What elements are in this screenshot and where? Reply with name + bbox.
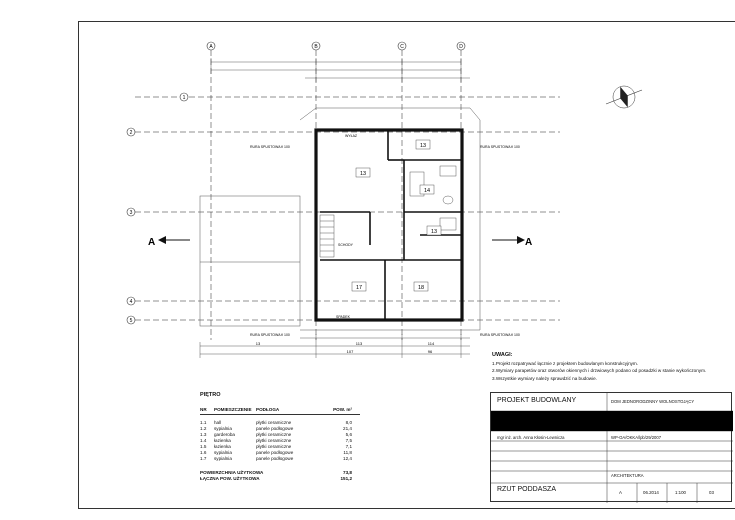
drawing-title: RZUT PODDASZA bbox=[497, 486, 556, 493]
cell-area: 11,8 bbox=[343, 449, 352, 455]
cell-floor: płytki ceramiczne bbox=[256, 443, 292, 449]
dimension-3: 114 bbox=[427, 341, 435, 346]
date: 06.2014 bbox=[643, 490, 659, 495]
stairs-label: SCHODY bbox=[338, 243, 353, 247]
header-room: POMIESZCZENIE bbox=[214, 406, 252, 412]
section-label-right: A bbox=[525, 237, 533, 248]
cell-area: 8,0 bbox=[345, 419, 352, 425]
room-schedule-title: PIĘTRO bbox=[200, 392, 221, 398]
downpipe-label-ne: RURA SPUSTOWA fi 100 bbox=[480, 145, 520, 149]
notes-title: UWAGI: bbox=[492, 352, 513, 358]
grid-label-1: 1 bbox=[182, 95, 186, 101]
cell-nr: 1.4 bbox=[200, 437, 207, 443]
title-block bbox=[490, 392, 732, 502]
grid-label-c: C bbox=[400, 44, 404, 50]
dimension-lines-top bbox=[211, 58, 470, 82]
roof-outline bbox=[200, 108, 480, 330]
room-number-17: 17 bbox=[355, 285, 363, 291]
project-type: PROJEKT BUDOWLANY bbox=[497, 397, 577, 404]
note-3: 3.Wszystkie wymiary należy sprawdzić na budowie. bbox=[492, 375, 597, 381]
table-row bbox=[200, 419, 360, 425]
room-schedule-header bbox=[200, 406, 360, 415]
section-label-left: A bbox=[148, 237, 156, 248]
revision: A bbox=[619, 490, 622, 495]
table-row bbox=[200, 437, 360, 443]
area-summary bbox=[200, 469, 360, 481]
usable-area-label: POWIERZCHNIA UŻYTKOWA bbox=[200, 469, 264, 475]
cell-floor: panele podłogowe bbox=[256, 455, 294, 461]
note-1: 1.Projekt rozpatrywać łącznie z projektem budowlanym konstrukcyjnym. bbox=[492, 360, 639, 366]
cell-floor: płytki ceramiczne bbox=[256, 437, 292, 443]
table-row bbox=[200, 455, 360, 461]
dimension-2: 113 bbox=[355, 341, 363, 346]
spadek-label: SPADEK bbox=[336, 315, 350, 319]
sheet-number: 03 bbox=[709, 490, 714, 495]
bathroom-fixtures bbox=[410, 166, 456, 230]
wylaz-label: WYŁAZ bbox=[345, 134, 358, 138]
grid-label-4: 4 bbox=[129, 299, 133, 305]
designer: mgr inż. arch. Anna Kłosin-Lewnicza bbox=[497, 435, 565, 440]
cell-nr: 1.7 bbox=[200, 455, 207, 461]
inner-walls bbox=[320, 131, 462, 320]
cell-room: garderoba bbox=[214, 431, 235, 437]
header-nr: NR bbox=[200, 406, 207, 412]
room-number-13b: 13 bbox=[430, 229, 438, 235]
project-number: WP-OA/OKKA/lpb/29/2007 bbox=[611, 435, 662, 440]
grid-label-5: 5 bbox=[129, 318, 133, 324]
dimension-5: 96 bbox=[427, 349, 433, 354]
room-number-18: 18 bbox=[417, 285, 425, 291]
grid-label-a: A bbox=[209, 44, 213, 50]
dimension-1: 13 bbox=[255, 341, 261, 346]
north-arrow-icon bbox=[606, 85, 642, 108]
room-number-13c: 13 bbox=[359, 171, 367, 177]
grid-label-2: 2 bbox=[129, 130, 133, 136]
notes-block bbox=[492, 352, 732, 382]
downpipe-label-sw: RURA SPUSTOWA fi 100 bbox=[250, 333, 290, 337]
cell-area: 7,1 bbox=[345, 443, 352, 449]
cell-area: 21,4 bbox=[343, 425, 352, 431]
cell-room: sypialnia bbox=[214, 449, 232, 455]
downpipe-label-se: RURA SPUSTOWA fi 100 bbox=[480, 333, 520, 337]
cell-floor: płytki ceramiczne bbox=[256, 431, 292, 437]
table-row bbox=[200, 431, 360, 437]
header-area: POW. m² bbox=[333, 406, 352, 412]
grid-label-3: 3 bbox=[129, 210, 133, 216]
cell-room: łazienka bbox=[214, 437, 231, 443]
cell-floor: panele podłogowe bbox=[256, 449, 294, 455]
dimension-lines-bottom bbox=[200, 334, 470, 358]
cell-area: 12,4 bbox=[343, 455, 352, 461]
scale: 1:100 bbox=[675, 490, 686, 495]
cell-nr: 1.6 bbox=[200, 449, 207, 455]
cell-area: 7,5 bbox=[345, 437, 352, 443]
room-number-14: 14 bbox=[423, 188, 431, 194]
total-area-label: ŁĄCZNA POW. UŻYTKOWA bbox=[200, 475, 260, 481]
table-row bbox=[200, 425, 360, 431]
cell-room: łazienka bbox=[214, 443, 231, 449]
table-row bbox=[200, 449, 360, 455]
cell-nr: 1.5 bbox=[200, 443, 207, 449]
header-floor: PODŁOGA bbox=[256, 406, 280, 412]
cell-nr: 1.3 bbox=[200, 431, 207, 437]
grid-label-b: B bbox=[314, 44, 318, 50]
cell-nr: 1.1 bbox=[200, 419, 207, 425]
discipline: ARCHITEKTURA bbox=[611, 473, 644, 478]
table-row bbox=[200, 443, 360, 449]
cell-area: 5,6 bbox=[345, 431, 352, 437]
stairs bbox=[320, 215, 334, 257]
room-schedule bbox=[200, 392, 360, 481]
total-area-value: 151,2 bbox=[340, 475, 352, 481]
cell-nr: 1.2 bbox=[200, 425, 207, 431]
downpipe-label-nw: RURA SPUSTOWA fi 100 bbox=[250, 145, 290, 149]
cell-floor: panele podłogowe bbox=[256, 425, 294, 431]
usable-area-value: 73,8 bbox=[343, 469, 352, 475]
grid-bubbles-left bbox=[127, 93, 188, 324]
cell-room: hall bbox=[214, 419, 222, 425]
room-number-13a: 13 bbox=[419, 143, 427, 149]
cell-room: sypialnia bbox=[214, 425, 232, 431]
cell-floor: płytki ceramiczne bbox=[256, 419, 292, 425]
grid-bubbles-top bbox=[207, 42, 465, 50]
cell-room: sypialnia bbox=[214, 455, 232, 461]
building-name: DOM JEDNORODZINNY WOLNOSTOJĄCY bbox=[611, 399, 695, 404]
note-2: 2.Wymiary parapetów oraz otworów okiennych i drzwiowych podano od posadzki w stanie wykończonym. bbox=[492, 368, 707, 373]
dimension-4: 107 bbox=[346, 349, 354, 354]
grid-label-d: D bbox=[459, 44, 463, 50]
